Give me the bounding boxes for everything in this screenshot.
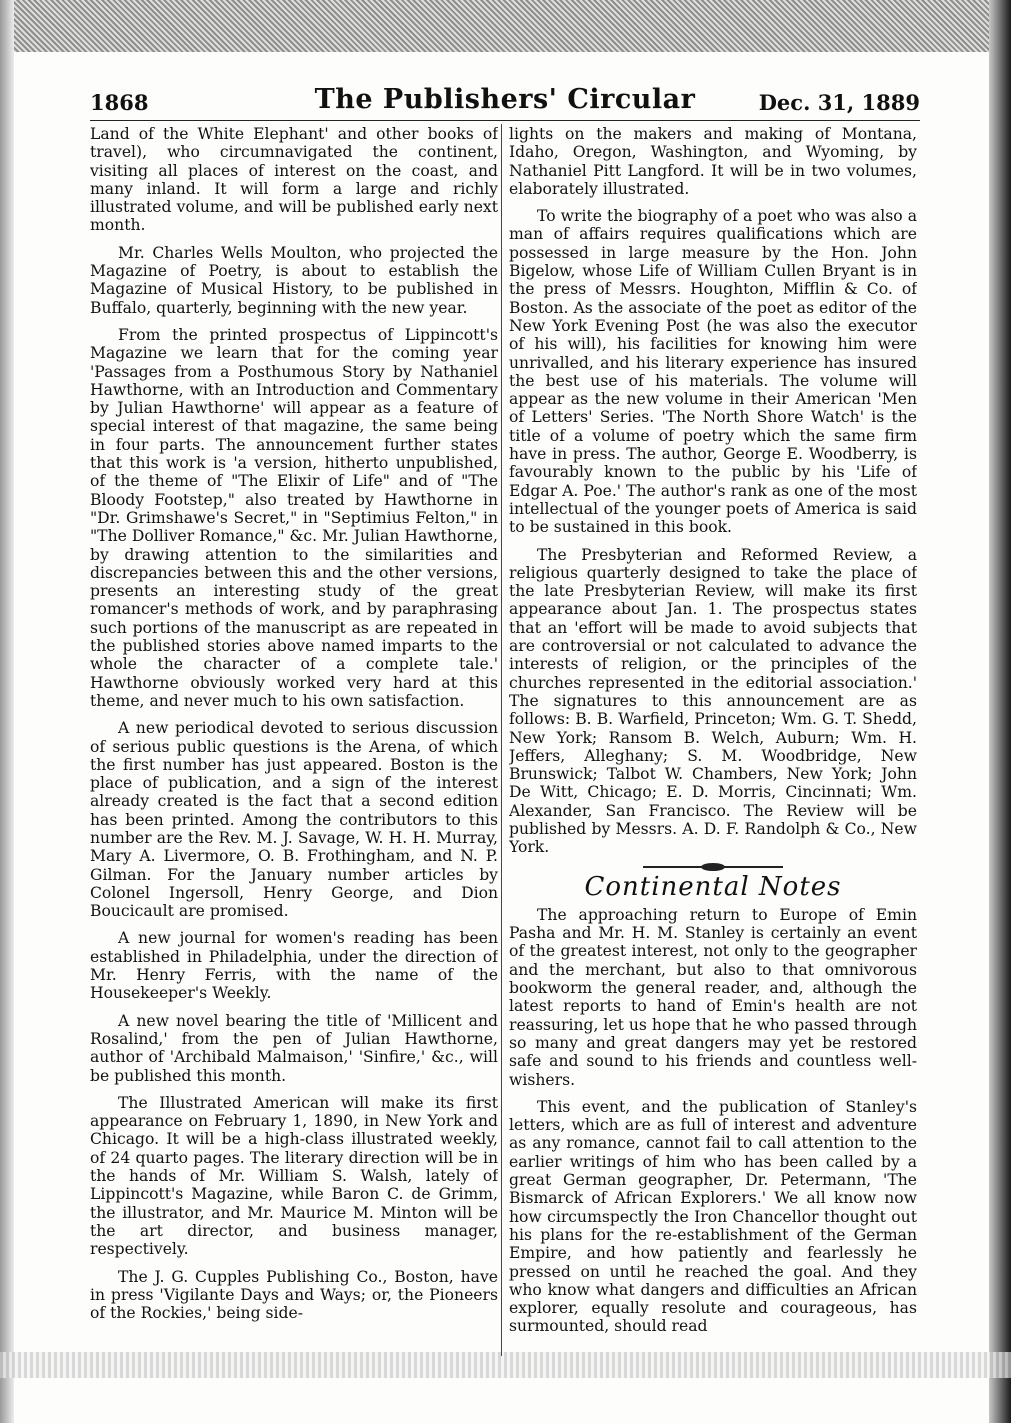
scan-right-edge bbox=[989, 0, 1011, 1423]
article-paragraph: From the printed prospectus of Lippincott's Magazine we learn that for the coming year 'Passages from a Posthumous Story by Nathaniel Hawthorne, with an Introduction and Commentary by Julian Hawthorne' will appear as a feature of special interest of that magazine, the same being in four parts. The announcement further states that this work is 'a version, hitherto unpublished, of the theme of "The Elixir of Life" and of "The Bloody Footstep," also treated by Hawthorne in "Dr. Grimshawe's Secret," in "Septimius Felton," in "The Dolliver Romance," &c. Mr. Julian Hawthorne, by drawing attention to the similarities and discrepancies between this and the other versions, presents an interesting study of the great romancer's methods of work, and by paraphrasing such portions of the manuscript as are repeated in the published stories above named imparts to the whole the character of a complete tale.' Hawthorne obviously worked very hard at this theme, and never much to his own satisfaction. bbox=[90, 325, 498, 710]
article-paragraph: A new journal for women's reading has been established in Philadelphia, under the direction of Mr. Henry Ferris, with the name of the Housekeeper's Weekly. bbox=[90, 929, 498, 1003]
article-paragraph: Land of the White Elephant' and other books of travel), who circumnavigated the continent, visiting all places of interest on the coast, and many inland. It will form a large and richly illustrated volume, and will be published early next month. bbox=[90, 125, 498, 235]
scan-top-border bbox=[0, 0, 1011, 52]
article-paragraph: This event, and the publication of Stanley's letters, which are as full of interest and adventure as any romance, cannot fail to call attention to the earlier writings of him who has been called by a great German geographer, Dr. Petermann, 'The Bismarck of African Explorers.' We all know now how circumspectly the Iron Chancellor thought out his plans for the re-establishment of the German Empire, and how patiently and fearlessly he pressed on until he reached the goal. And they who know what dangers and difficulties an African explorer, equally resolute and courageous, has surmounted, should read bbox=[509, 1097, 917, 1336]
article-paragraph: To write the biography of a poet who was also a man of affairs requires qualifications which are possessed in large measure by the Hon. John Bigelow, whose Life of William Cullen Bryant is in the press of Messrs. Houghton, Mifflin & Co. of Boston. As the associate of the poet as editor of the New York Evening Post (he was also the executor of his will), his facilities for knowing him were unrivalled, and his literary experience has insured the best use of his materials. The volume will appear as the new volume in their American 'Men of Letters' Series. 'The North Shore Watch' is the title of a volume of poetry which the same firm have in press. The author, George E. Woodberry, is favourably known to the public by his 'Life of Edgar A. Poe.' The author's rank as one of the most intellectual of the younger poets of America is said to be sustained in this book. bbox=[509, 207, 917, 537]
article-paragraph: The Illustrated American will make its first appearance on February 1, 1890, in New York and Chicago. It will be a high-class illustrated weekly, of 24 quarto pages. The literary direction will be in the hands of Mr. William S. Walsh, lately of Lippincott's Magazine, while Baron C. de Grimm, the illustrator, and Mr. Maurice M. Minton will be the art director, and business manager, respectively. bbox=[90, 1093, 498, 1259]
ornamental-rule bbox=[643, 866, 783, 868]
article-paragraph: A new novel bearing the title of 'Millicent and Rosalind,' from the pen of Julian Hawthorne, author of 'Archibald Malmaison,' 'Sinfire,' &c., will be published this month. bbox=[90, 1011, 498, 1085]
article-paragraph: The approaching return to Europe of Emin Pasha and Mr. H. M. Stanley is certainly an event of the greatest interest, not only to the geographer and the merchant, but also to that omnivorous bookworm the general reader, and, although the latest reports to hand of Emin's health are not reassuring, let us hope that he who passed through so many and great dangers may yet be restored safe and sound to his friends and countless well-wishers. bbox=[509, 905, 917, 1089]
page-header bbox=[90, 82, 920, 121]
issue-date: Dec. 31, 1889 bbox=[758, 90, 920, 115]
left-column bbox=[90, 125, 498, 1353]
page-number: 1868 bbox=[90, 90, 149, 115]
scan-left-edge bbox=[0, 0, 14, 1423]
article-paragraph: A new periodical devoted to serious discussion of serious public questions is the Arena, of which the first number has just appeared. Boston is the place of publication, and a sign of the interest already created is the fact that a second edition has been printed. Among the contributors to this number are the Rev. M. J. Savage, W. H. H. Murray, Mary A. Livermore, O. B. Frothingham, and N. P. Gilman. For the January number articles by Colonel Ingersoll, Henry George, and Dion Boucicault are promised. bbox=[90, 719, 498, 921]
scan-bottom-border bbox=[0, 1352, 1011, 1378]
article-paragraph: Mr. Charles Wells Moulton, who projected the Magazine of Poetry, is about to establish the Magazine of Musical History, to be published in Buffalo, quarterly, beginning with the new year. bbox=[90, 243, 498, 317]
article-paragraph: The Presbyterian and Reformed Review, a religious quarterly designed to take the place of the late Presbyterian Review, will make its first appearance about Jan. 1. The prospectus states that an 'effort will be made to avoid subjects that are controversial or not calculated to advance the interests of religion, or the principles of the churches represented in the editorial association.' The signatures to this announcement are as follows: B. B. Warfield, Princeton; Wm. G. T. Shedd, New York; Ransom B. Welch, Auburn; Wm. H. Jeffers, Alleghany; S. M. Woodbridge, New Brunswick; Talbot W. Chambers, New York; John De Witt, Chicago; E. D. Morris, Cincinnati; Wm. Alexander, San Francisco. The Review will be published by Messrs. A. D. F. Randolph & Co., New York. bbox=[509, 545, 917, 857]
section-heading: Continental Notes bbox=[584, 871, 842, 902]
article-paragraph: lights on the makers and making of Montana, Idaho, Oregon, Washington, and Wyoming, by Nathaniel Pitt Langford. It will be in two volumes, elaborately illustrated. bbox=[509, 125, 917, 198]
right-column bbox=[509, 125, 917, 1353]
publication-title: The Publishers' Circular bbox=[314, 84, 696, 115]
column-divider bbox=[501, 124, 502, 1356]
article-paragraph: The J. G. Cupples Publishing Co., Boston, have in press 'Vigilante Days and Ways; or, the Pioneers of the Rockies,' being side- bbox=[90, 1267, 498, 1323]
